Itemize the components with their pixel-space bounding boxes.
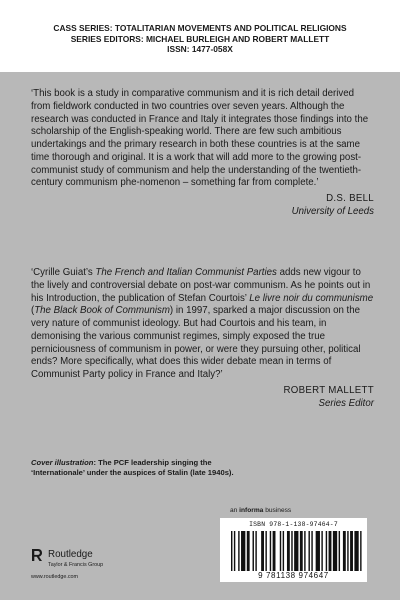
series-band [0,0,400,72]
publisher-website: www.routledge.com [31,574,79,580]
endorsement-attribution [31,193,374,219]
cover-illustration-lead: Cover illustration [31,458,94,467]
endorsement-affiliation: Series Editor [318,397,374,409]
endorsement-text [31,267,374,382]
endorsement-attribution [31,385,374,411]
endorsement-author: D.S. BELL [326,193,374,204]
series-header [0,23,400,55]
informa-brand: informa [239,507,264,514]
quote-part: ) in 1997, sparked a major discussion on the very nature of communist ideology. But had Courtois and his team, in demonising the various communist regimes, simply exposed the true perniciousness of communism in power, or were they pursuing other, political ends? More specifically, what does this wider debate mean in terms of Communist Party policy in France and Italy?’ [31,305,361,380]
publisher-name: Routledge [48,549,93,560]
cover-illustration-credit [31,458,251,477]
book-title: Le livre noir du communisme [249,292,374,304]
endorsement-text: ‘This book is a study in comparative communism and it is rich detail derived from fieldwork conducted in two countries over seven years. Although the research was conducted in France and Italy it integrates those findings into the scholarship of the English-speaking world. There are few such ambitious undertakings and the primary research in both these countries is at the same time thorough and original. It is a work that will add more to the growing post-communist study of communism and help the understanding of the twentieth-century communism phe-nomenon – something far from complete.’ [31,88,369,189]
quote-part: ( [31,305,35,317]
isbn-label: ISBN 978-1-138-97464-7 [249,521,338,528]
series-title: CASS SERIES: TOTALITARIAN MOVEMENTS AND POLITICAL RELIGIONS [53,23,347,33]
book-title: The French and Italian Communist Parties [95,267,277,278]
barcode-icon [231,531,363,571]
informa-prefix: an [230,507,240,514]
endorsement-bell [31,88,374,219]
barcode-number: 9 781138 974647 [258,571,329,580]
publisher-group: Taylor & Francis Group [48,562,104,568]
cover-illustration-text: : The PCF leadership singing the ‘Internationale’ under the auspices of Stalin (late 1940s). [31,458,234,477]
routledge-logo-icon [31,548,43,562]
series-editors: SERIES EDITORS: MICHAEL BURLEIGH AND ROBERT MALLETT [70,33,330,44]
endorsement-mallett [31,267,374,410]
informa-business [230,507,291,514]
quote-part: ‘Cyrille Guiat’s [31,267,96,278]
endorsement-affiliation: University of Leeds [291,205,374,217]
book-title: The Black Book of Communism [34,305,170,317]
series-issn: ISSN: 1477-058X [167,44,233,55]
quote-part: adds new vigour to the lively and controversial debate on post-war communism. As he points out in his Introduction, the publication of Stefan Courtois’ [31,267,371,304]
endorsement-author: ROBERT MALLETT [283,384,374,396]
barcode-box [220,518,367,582]
informa-suffix: business [263,507,292,514]
